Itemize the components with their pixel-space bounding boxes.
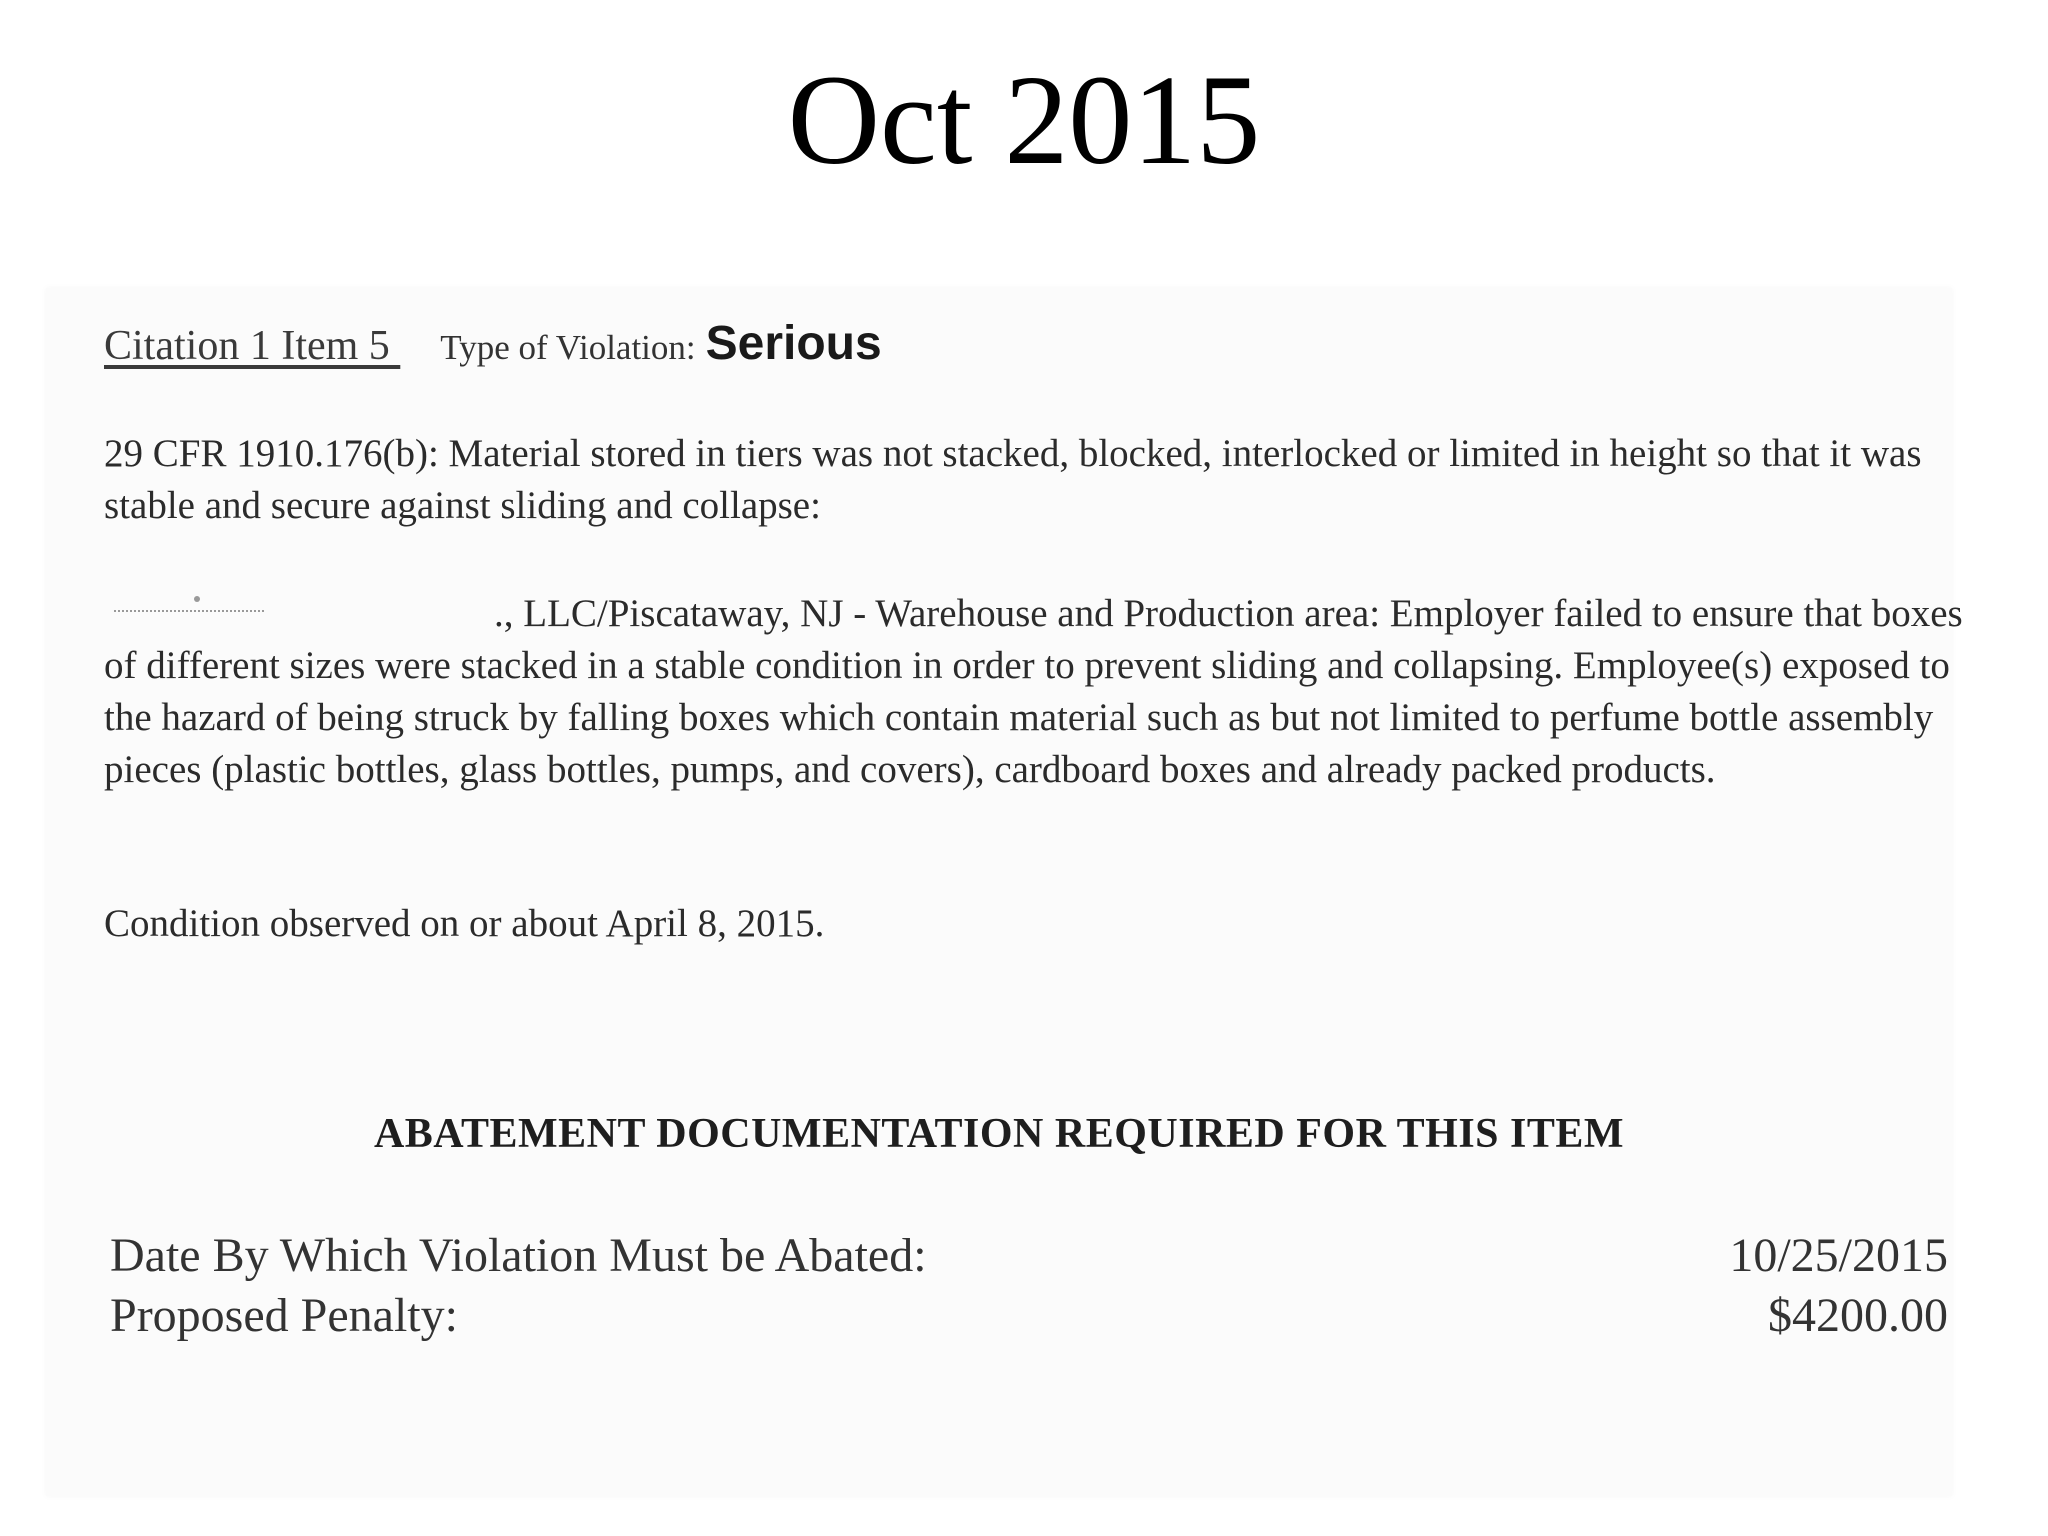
abatement-date-row [110, 1228, 1948, 1283]
citation-document [46, 288, 1963, 1496]
location-description-text: ., LLC/Piscataway, NJ - Warehouse and Production area: Employer failed to ensure that boxes of different sizes were stacked in a stable condition in order to prevent sliding and collapsing. Employee(s) exposed to the hazard of being struck by falling boxes which contain material such as but not limited to perfume bottle assembly pieces (plastic bottles, glass bottles, pumps, and covers), cardboard boxes and already packed products. [104, 592, 1963, 791]
citation-header [104, 316, 1952, 371]
redacted-employer-name [104, 602, 494, 632]
slide-title: Oct 2015 [787, 49, 1261, 191]
abatement-heading: ABATEMENT DOCUMENTATION REQUIRED FOR THIS ITEM [373, 1111, 1625, 1157]
violation-severity: Serious [705, 317, 882, 370]
location-description [104, 588, 1964, 796]
violation-type-label: Type of Violation: [440, 328, 696, 367]
abatement-date-label: Date By Which Violation Must be Abated: [110, 1229, 927, 1282]
proposed-penalty-value: $4200.00 [1768, 1289, 1948, 1342]
observation-date: Condition observed on or about April 8, 2015. [104, 902, 825, 945]
standard-description: 29 CFR 1910.176(b): Material stored in tiers was not stacked, blocked, interlocked or limited in height so that it was stable and secure against sliding and collapse: [104, 432, 1922, 527]
proposed-penalty-row [110, 1288, 1948, 1343]
abatement-date-value: 10/25/2015 [1729, 1229, 1948, 1282]
proposed-penalty-label: Proposed Penalty: [110, 1289, 458, 1342]
citation-item-label: Citation 1 Item 5 [104, 323, 401, 369]
